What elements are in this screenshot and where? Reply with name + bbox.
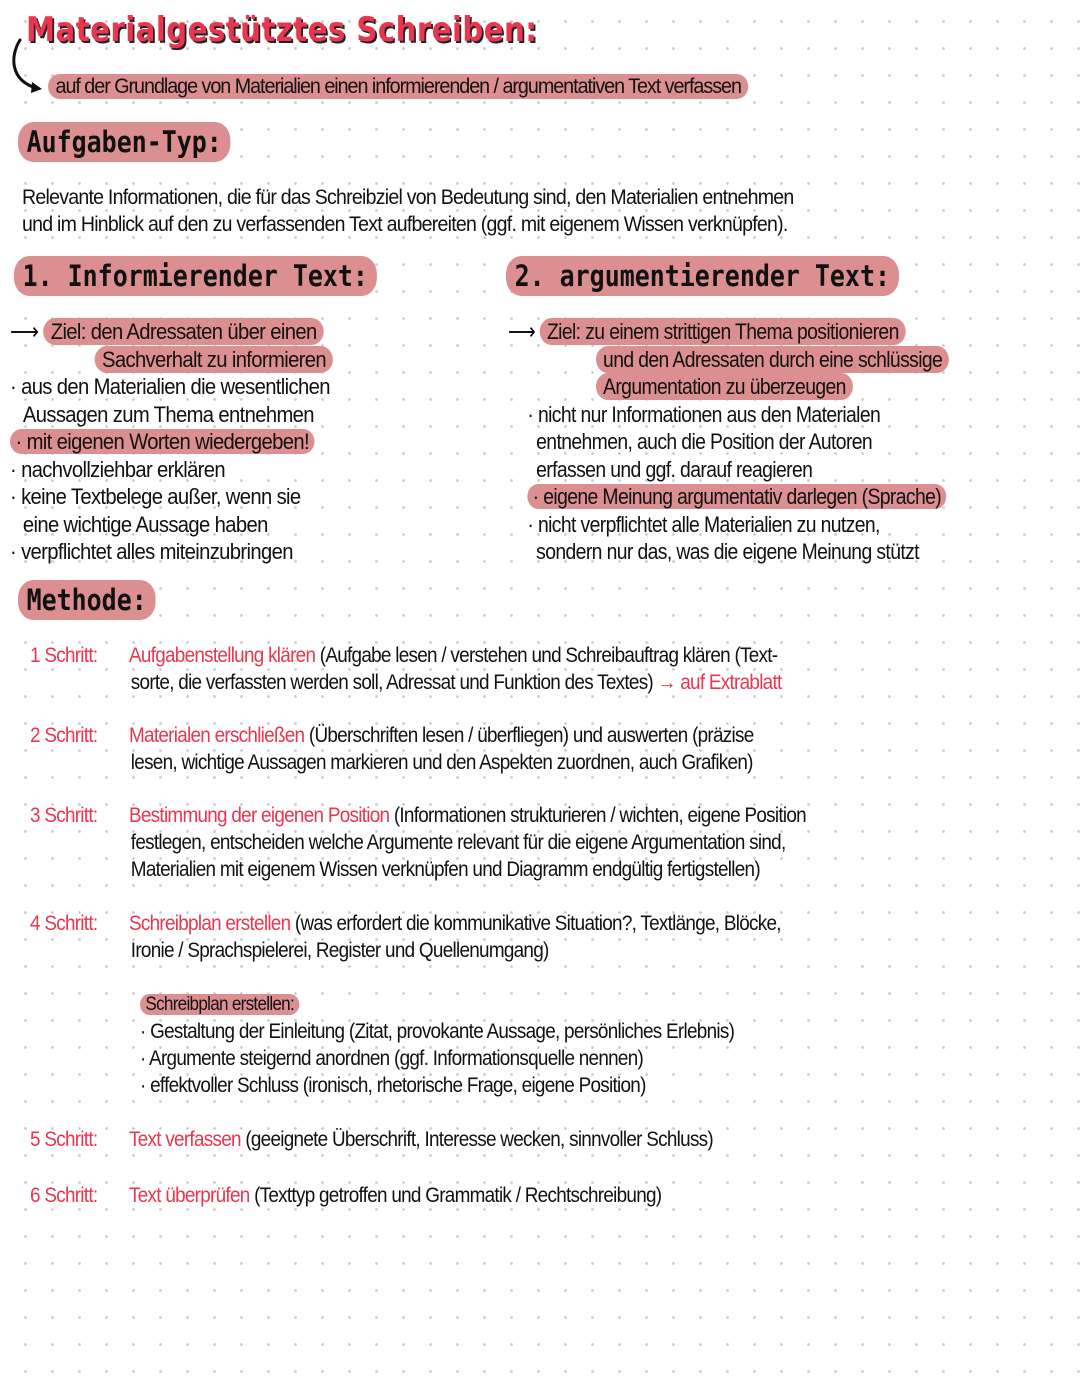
heading-aufgaben-typ: Aufgaben-Typ: xyxy=(18,122,230,162)
argumentierend-column xyxy=(508,318,1018,566)
heading-informierender-text: 1. Informierender Text: xyxy=(14,256,377,296)
list-item-highlight: · eigene Meinung argumentativ darlegen (Sprache) xyxy=(527,484,946,509)
subtitle xyxy=(48,75,748,99)
method-step-2 xyxy=(30,722,754,776)
method-step-3 xyxy=(30,802,806,883)
step-label: Aufgabenstellung klären xyxy=(129,644,316,667)
goal-highlight: Argumentation zu überzeugen xyxy=(596,373,853,400)
step-text: (geeignete Überschrift, Interesse wecken, sinnvoller Schluss) xyxy=(240,1128,713,1151)
step-number: 2 Schritt: xyxy=(30,724,98,747)
step-text: festlegen, entscheiden welche Argumente relevant für die eigene Argumentation sind, xyxy=(130,831,786,854)
step-text: (Aufgabe lesen / verstehen und Schreibauftrag klären (Text- xyxy=(315,644,778,667)
step-label: Materialen erschließen xyxy=(129,724,305,747)
heading-methode: Methode: xyxy=(18,580,155,620)
schreibplan-heading: Schreibplan erstellen: xyxy=(140,994,299,1015)
aufgabentyp-description xyxy=(22,184,793,238)
step-text: (Informationen strukturieren / wichten, eigene Position xyxy=(389,804,806,827)
step-text: lesen, wichtige Aussagen markieren und den Aspekten zuordnen, auch Grafiken) xyxy=(130,751,753,774)
list-item: Aussagen zum Thema entnehmen xyxy=(22,401,314,427)
list-item: · nachvollziehbar erklären xyxy=(10,456,226,482)
step-number: 6 Schritt: xyxy=(30,1184,98,1207)
goal-highlight: Ziel: zu einem strittigen Thema positionieren xyxy=(540,318,906,345)
step-label: Bestimmung der eigenen Position xyxy=(129,804,390,827)
list-item: · Gestaltung der Einleitung (Zitat, provokante Aussage, persönliches Erlebnis) xyxy=(140,1020,735,1043)
step-text: (was erfordert die kommunikative Situation?, Textlänge, Blöcke, xyxy=(290,912,781,935)
page-title: Materialgestütztes Schreiben: xyxy=(26,10,538,50)
step-label: Schreibplan erstellen xyxy=(129,912,291,935)
step-extra-note: → auf Extrablatt xyxy=(657,671,782,694)
list-item: eine wichtige Aussage haben xyxy=(22,511,268,537)
list-item: · verpflichtet alles miteinzubringen xyxy=(10,539,293,564)
step-label: Text überprüfen xyxy=(129,1184,250,1207)
text-line: und im Hinblick auf den zu verfassenden Text aufbereiten (ggf. mit eigenem Wissen verknüpfen). xyxy=(22,213,788,236)
method-step-5 xyxy=(30,1126,713,1153)
step-number: 5 Schritt: xyxy=(30,1128,98,1151)
step-text: Materialien mit eigenem Wissen verknüpfen und Diagramm endgültig fertigstellen) xyxy=(130,858,760,881)
list-item: · nicht verpflichtet alle Materialien zu nutzen, xyxy=(527,511,880,537)
list-item: · nicht nur Informationen aus den Materialen xyxy=(527,401,881,427)
method-step-6 xyxy=(30,1182,661,1209)
list-item: · effektvoller Schluss (ironisch, rhetorische Frage, eigene Position) xyxy=(140,1074,646,1097)
step-number: 1 Schritt: xyxy=(30,644,98,667)
heading-argumentierender-text: 2. argumentierender Text: xyxy=(506,256,899,296)
list-item: · Argumente steigernd anordnen (ggf. Informationsquelle nennen) xyxy=(140,1047,644,1070)
curved-arrow-icon xyxy=(6,36,50,96)
list-item-highlight: · mit eigenen Worten wiedergeben! xyxy=(10,429,314,454)
step-text: (Überschriften lesen / überfliegen) und auswerten (präzise xyxy=(304,724,754,747)
method-step-4 xyxy=(30,910,781,964)
list-item: · keine Textbelege außer, wenn sie xyxy=(10,484,301,509)
goal-highlight: und den Adressaten durch eine schlüssige xyxy=(596,346,949,373)
list-item: erfassen und ggf. darauf reagieren xyxy=(536,456,813,482)
list-item: · aus den Materialien die wesentlichen xyxy=(10,374,330,399)
schreibplan-list xyxy=(140,990,734,1099)
subtitle-highlight: auf der Grundlage von Materialien einen informierenden / argumentativen Text verfassen xyxy=(48,74,748,99)
text-line: Relevante Informationen, die für das Schreibziel von Bedeutung sind, den Materialien entnehmen xyxy=(22,186,794,209)
goal-highlight: Sachverhalt zu informieren xyxy=(95,346,334,373)
arrow-right-icon: ⟶ xyxy=(10,319,39,344)
step-number: 3 Schritt: xyxy=(30,804,98,827)
step-number: 4 Schritt: xyxy=(30,912,98,935)
step-text: (Texttyp getroffen und Grammatik / Rechtschreibung) xyxy=(249,1184,662,1207)
step-text: sorte, die verfassten werden soll, Adressat und Funktion des Textes) xyxy=(130,671,653,694)
step-text: Ironie / Sprachspielerei, Register und Quellenumgang) xyxy=(130,939,549,962)
method-step-1 xyxy=(30,642,782,696)
informierend-column xyxy=(10,318,452,566)
goal-highlight: Ziel: den Adressaten über einen xyxy=(43,318,324,345)
arrow-right-icon: ⟶ xyxy=(508,319,536,344)
step-label: Text verfassen xyxy=(129,1128,241,1151)
list-item: sondern nur das, was die eigene Meinung stützt xyxy=(536,539,919,564)
list-item: entnehmen, auch die Position der Autoren xyxy=(536,429,873,454)
